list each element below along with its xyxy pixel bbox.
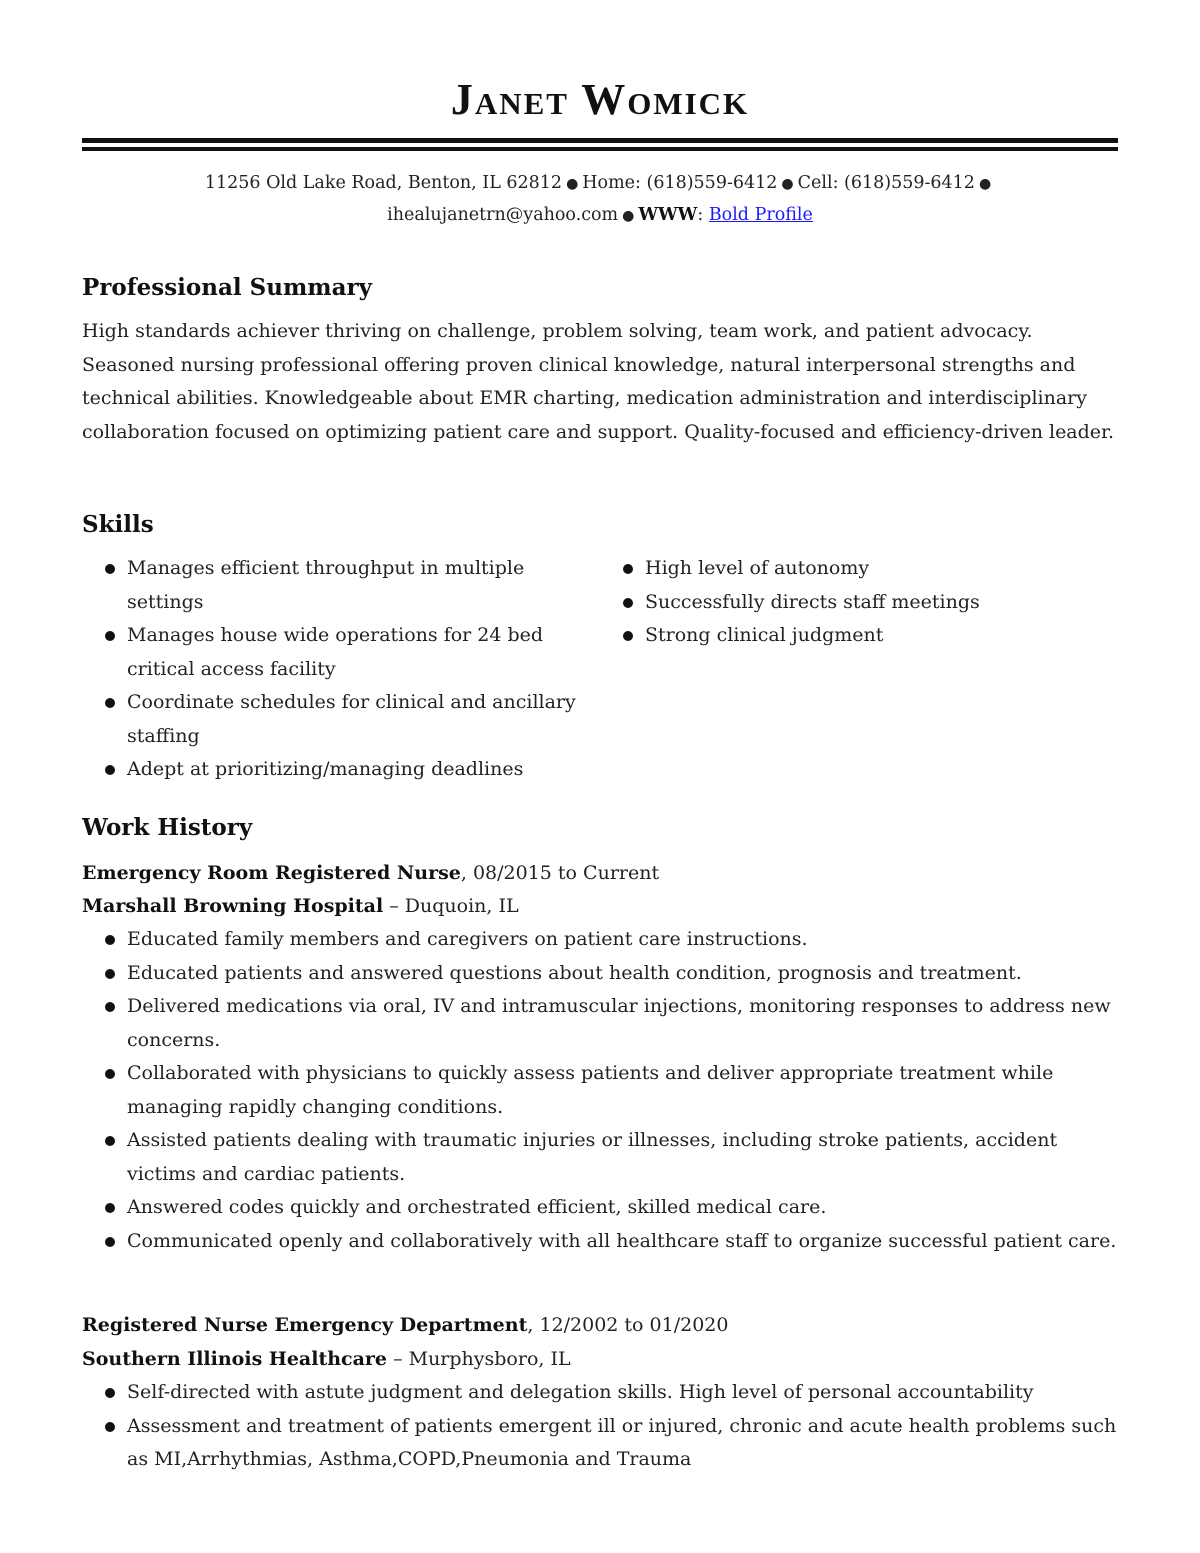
- job-company-line: [82, 890, 519, 923]
- list-item: Assessment and treatment of patients emergent ill or injured, chronic and acute health problems such as MI,Arrhythmias, Asthma,COPD,Pneumonia and Trauma: [82, 1410, 1118, 1477]
- work-history-heading: Work History: [82, 814, 253, 841]
- summary-heading: Professional Summary: [82, 274, 373, 301]
- job-dates: , 12/2002 to 01/2020: [527, 1314, 729, 1336]
- list-item: Educated patients and answered questions about health condition, prognosis and treatment.: [82, 957, 1118, 991]
- list-item: Assisted patients dealing with traumatic injuries or illnesses, including stroke patients, accident victims and cardiac patients.: [82, 1124, 1118, 1191]
- email: ihealujanetrn@yahoo.com: [387, 205, 619, 225]
- list-item: Self-directed with astute judgment and delegation skills. High level of personal accountability: [82, 1376, 1118, 1410]
- profile-link[interactable]: Bold Profile: [708, 205, 813, 225]
- list-item: High level of autonomy: [600, 552, 1100, 586]
- address: 11256 Old Lake Road, Benton, IL 62812: [204, 173, 563, 193]
- list-item: Collaborated with physicians to quickly assess patients and deliver appropriate treatment while managing rapidly changing conditions.: [82, 1057, 1118, 1124]
- bullet-separator-icon: ●: [622, 208, 635, 224]
- list-item: Adept at prioritizing/managing deadlines: [82, 753, 582, 787]
- header-rule-thin: [82, 147, 1118, 151]
- list-item: Answered codes quickly and orchestrated efficient, skilled medical care.: [82, 1191, 1118, 1225]
- job-title-line: [82, 1309, 728, 1342]
- contact-block: [82, 168, 1118, 232]
- job-bullets: [82, 923, 1118, 1258]
- company-name: Marshall Browning Hospital: [82, 895, 384, 917]
- job-title: Emergency Room Registered Nurse: [82, 862, 461, 884]
- job-company-line: [82, 1343, 571, 1376]
- bullet-separator-icon: ●: [566, 176, 579, 192]
- header-rule-thick: [82, 138, 1118, 143]
- job-bullets: [82, 1376, 1118, 1477]
- job-title: Registered Nurse Emergency Department: [82, 1314, 528, 1336]
- bullet-separator-icon: ●: [978, 176, 992, 192]
- company-name: Southern Illinois Healthcare: [82, 1348, 388, 1370]
- skills-heading: Skills: [82, 511, 154, 538]
- cell-phone: Cell: (618)559-6412: [797, 173, 975, 193]
- company-location: – Murphysboro, IL: [387, 1348, 571, 1370]
- list-item: Coordinate schedules for clinical and ancillary staffing: [82, 686, 582, 753]
- company-location: – Duquoin, IL: [383, 895, 519, 917]
- www-label: WWW: [638, 205, 698, 225]
- skills-column-right: [600, 552, 1100, 653]
- list-item: Educated family members and caregivers on patient care instructions.: [82, 923, 1118, 957]
- job-dates: , 08/2015 to Current: [460, 862, 660, 884]
- summary-text: High standards achiever thriving on challenge, problem solving, team work, and patient advocacy. Seasoned nursing professional offering proven clinical knowledge, natural interpersonal strengths and technical abilities. Knowledgeable about EMR charting, medication administration and interdisciplinary collaboration focused on optimizing patient care and support. Quality-focused and efficiency-driven leader.: [82, 320, 1115, 443]
- list-item: Successfully directs staff meetings: [600, 586, 1100, 620]
- contact-line-1: [82, 168, 1118, 200]
- home-phone: Home: (618)559-6412: [582, 173, 778, 193]
- list-item: Communicated openly and collaboratively with all healthcare staff to organize successful patient care.: [82, 1225, 1118, 1259]
- job-title-line: [82, 857, 659, 890]
- list-item: Delivered medications via oral, IV and intramuscular injections, monitoring responses to address new concerns.: [82, 990, 1118, 1057]
- list-item: Strong clinical judgment: [600, 619, 1100, 653]
- candidate-name: Janet Womick: [450, 75, 750, 124]
- list-item: Manages house wide operations for 24 bed critical access facility: [82, 619, 582, 686]
- bullet-separator-icon: ●: [781, 176, 794, 192]
- contact-line-2: ihealujanetrn@yahoo.com ● WWW: Bold Profile: [387, 205, 813, 225]
- skills-column-left: [82, 552, 582, 787]
- list-item: Manages efficient throughput in multiple settings: [82, 552, 582, 619]
